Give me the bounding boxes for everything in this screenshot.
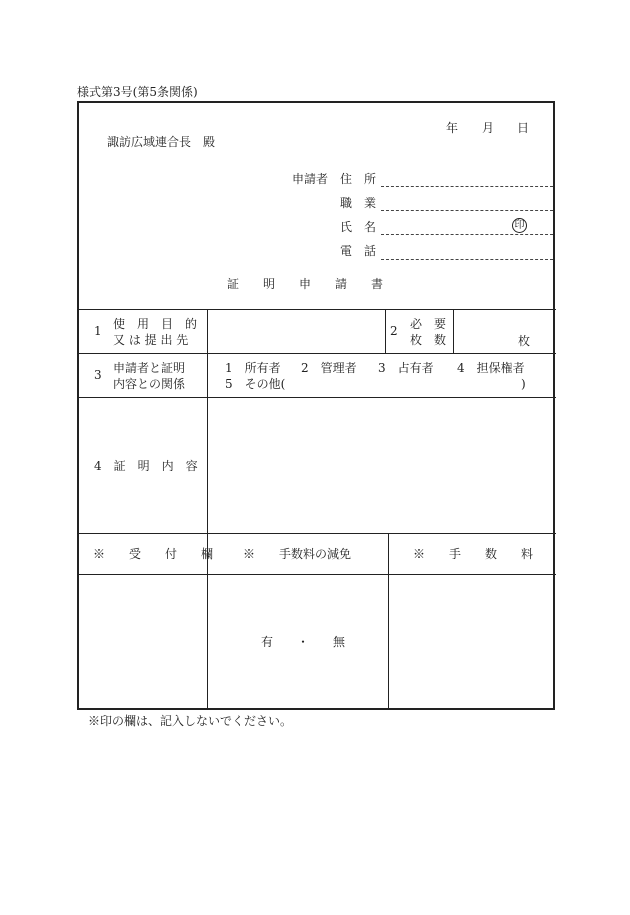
row-divider xyxy=(77,309,556,310)
reception-header: ※ 受 付 欄 xyxy=(93,547,214,561)
relation-other-close: ) xyxy=(521,377,526,391)
column-divider xyxy=(388,533,389,710)
occupation-field[interactable] xyxy=(381,210,553,211)
footnote: ※印の欄は、記入しないでください。 xyxy=(88,714,293,728)
row-divider xyxy=(77,574,556,575)
relation-label-line2: 内容との関係 xyxy=(113,377,186,391)
purpose-label-line1: 使 用 目 的 xyxy=(113,317,198,331)
row-divider xyxy=(77,353,556,354)
copies-label-line1: 必 要 xyxy=(410,317,447,331)
copies-label-line2: 枚 数 xyxy=(410,333,447,347)
relation-option-occupant[interactable]: 3 占有者 xyxy=(378,361,434,375)
date-month: 月 xyxy=(482,121,495,135)
purpose-label-line2: 又 は 提 出 先 xyxy=(113,333,189,347)
relation-option-mortgagee[interactable]: 4 担保権者 xyxy=(457,361,525,375)
row-divider xyxy=(77,533,556,534)
occupation-label: 職 業 xyxy=(340,196,377,210)
seal-mark: 印 xyxy=(512,218,527,233)
name-field[interactable] xyxy=(381,234,553,235)
relation-label-line1: 申請者と証明 xyxy=(113,361,186,375)
applicant-label: 申請者 xyxy=(292,172,329,186)
address-field[interactable] xyxy=(381,186,553,187)
phone-label: 電 話 xyxy=(340,244,377,258)
name-label: 氏 名 xyxy=(340,220,377,234)
relation-option-other[interactable]: 5 その他( xyxy=(225,377,286,391)
content-input-cell[interactable] xyxy=(210,401,552,530)
document-title: 証 明 申 請 書 xyxy=(227,277,384,291)
copies-unit: 枚 xyxy=(518,334,531,348)
fee-reduction-header: ※ 手数料の減免 xyxy=(243,547,352,561)
relation-option-manager[interactable]: 2 管理者 xyxy=(301,361,357,375)
copies-number: 2 xyxy=(390,324,398,338)
phone-field[interactable] xyxy=(381,259,553,260)
relation-number: 3 xyxy=(94,368,102,382)
fee-header: ※ 手 数 料 xyxy=(413,547,534,561)
row-divider xyxy=(77,397,556,398)
form-number: 様式第3号(第5条関係) xyxy=(77,85,198,99)
addressee: 諏訪広域連合長 殿 xyxy=(107,135,216,149)
address-label: 住 所 xyxy=(340,172,377,186)
date-year: 年 xyxy=(446,121,459,135)
content-label: 4 証 明 内 容 xyxy=(94,459,198,473)
column-divider xyxy=(453,309,454,353)
column-divider xyxy=(385,309,386,353)
date-day: 日 xyxy=(517,121,530,135)
fee-reduction-yes-no: 有 ・ 無 xyxy=(261,635,346,649)
relation-option-owner[interactable]: 1 所有者 xyxy=(225,361,281,375)
column-divider xyxy=(207,309,208,710)
purpose-input-cell[interactable] xyxy=(210,313,383,349)
purpose-number: 1 xyxy=(94,324,102,338)
